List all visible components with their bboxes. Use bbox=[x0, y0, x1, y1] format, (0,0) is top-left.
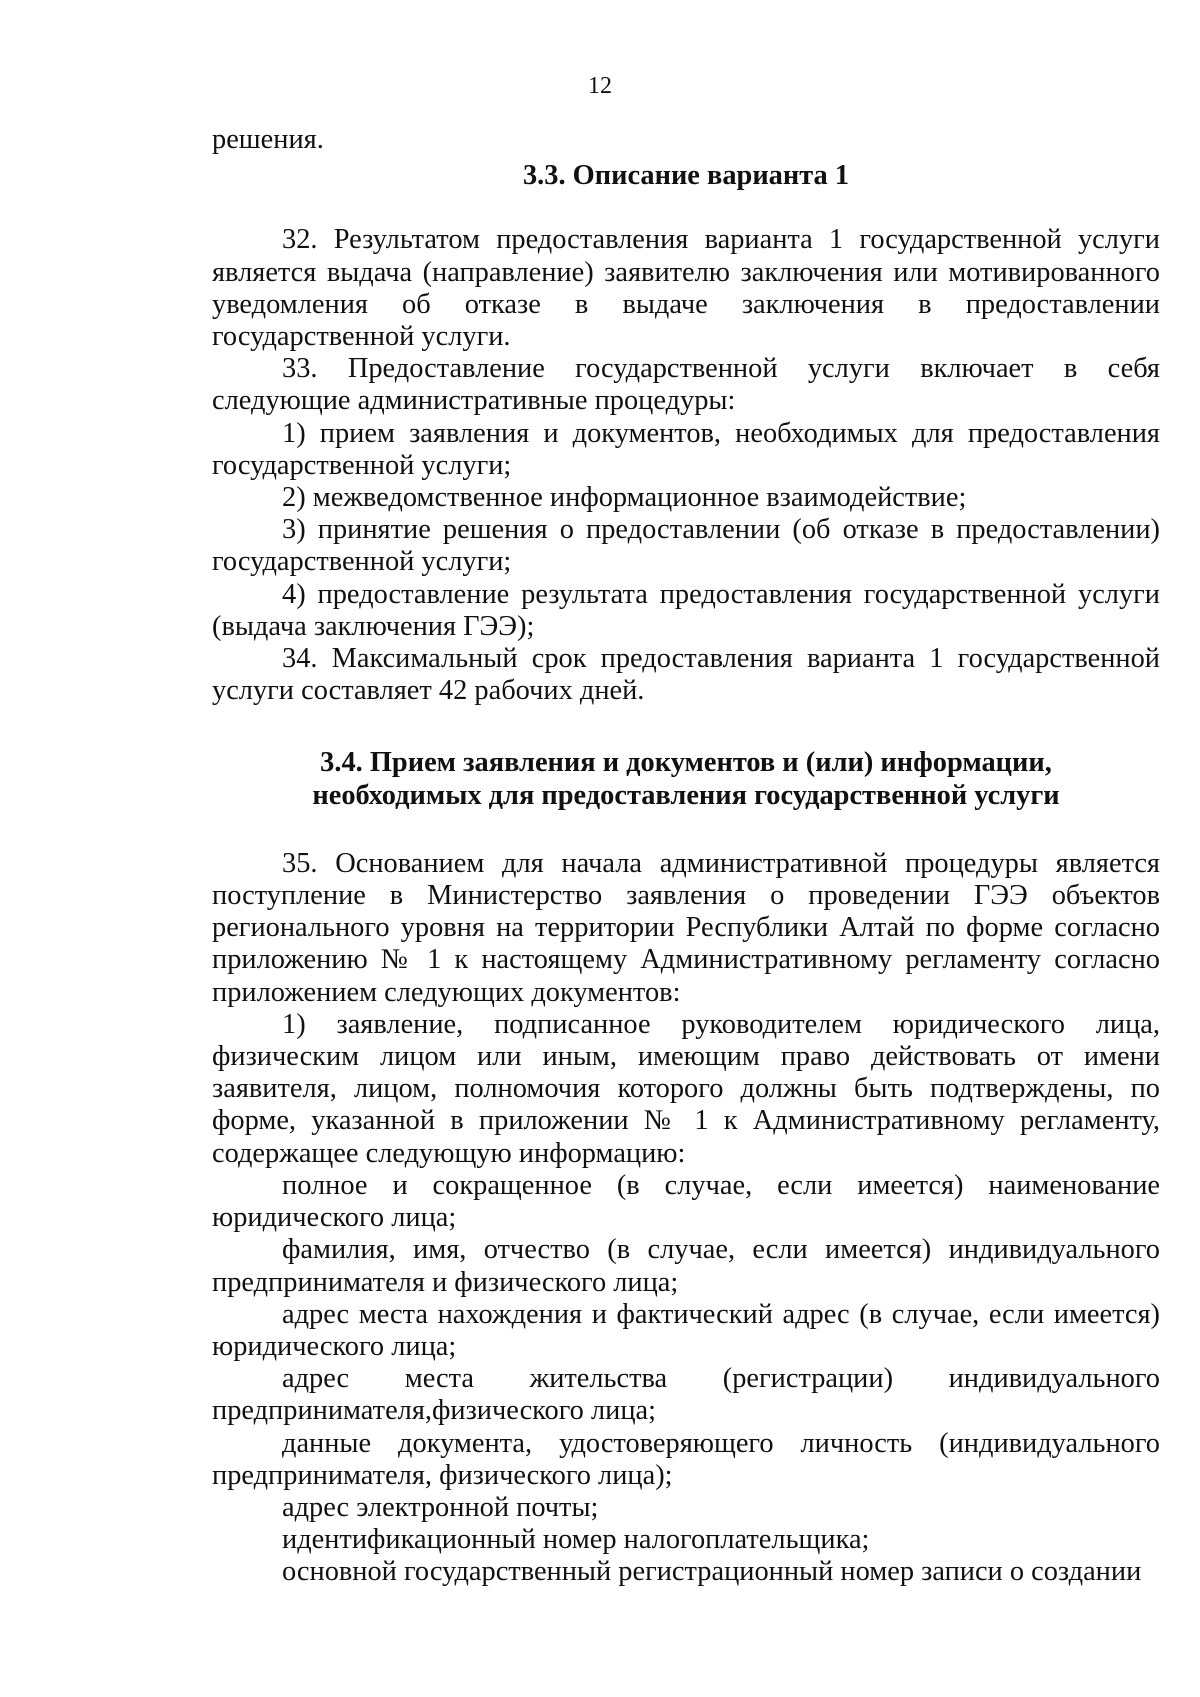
requisite-item: полное и сокращенное (в случае, если имеется) наименование юридического лица; bbox=[212, 1169, 1160, 1234]
list-item-33-3: 3) принятие решения о предоставлении (об отказе в предоставлении) государственной услуги; bbox=[212, 514, 1160, 578]
paragraph-32: 32. Результатом предоставления варианта 1 государственной услуги является выдача (направление) заявителю заключения или мотивированного уведомления об отказе в выдаче заключения в предоставлении государственной услуги. bbox=[212, 224, 1160, 353]
paragraph-33: 33. Предоставление государственной услуги включает в себя следующие административные процедуры: bbox=[212, 353, 1160, 417]
paragraph-35: 35. Основанием для начала административной процедуры является поступление в Министерство заявления о проведении ГЭЭ объектов регионального уровня на территории Республики Алтай по форме согласно приложению № 1 к настоящему Административному регламенту согласно приложением следующих документов: bbox=[212, 847, 1160, 1008]
requisite-item: фамилия, имя, отчество (в случае, если имеется) индивидуального предпринимателя и физического лица; bbox=[212, 1234, 1160, 1298]
paragraph-34: 34. Максимальный срок предоставления варианта 1 государственной услуги составляет 42 рабочих дней. bbox=[212, 643, 1160, 707]
requisite-item: адрес электронной почты; bbox=[282, 1491, 599, 1523]
requisite-item: идентификационный номер налогоплательщика; bbox=[282, 1524, 870, 1556]
list-item-35-1: 1) заявление, подписанное руководителем юридического лица, физическим лицом или иным, имеющим право действовать от имени заявителя, лицом, полномочия которого должны быть подтверждены, по форме, указанной в приложении № 1 к Административному регламенту, содержащее следующую информацию: bbox=[212, 1008, 1160, 1169]
requisite-item: данные документа, удостоверяющего личность (индивидуального предпринимателя, физического лица); bbox=[212, 1427, 1160, 1491]
list-item-33-4: 4) предоставление результата предоставления государственной услуги (выдача заключения ГЭЭ); bbox=[212, 578, 1160, 642]
list-item-33-2: 2) межведомственное информационное взаимодействие; bbox=[282, 482, 967, 514]
requisite-item: адрес места жительства (регистрации) индивидуального предпринимателя,физического лица; bbox=[212, 1363, 1160, 1427]
lead-fragment: решения. bbox=[212, 124, 324, 155]
section-heading-3-4-line-2: необходимых для предоставления государственной услуги bbox=[312, 779, 1060, 811]
page-number: 12 bbox=[588, 73, 612, 99]
requisite-item: основной государственный регистрационный номер записи о создании bbox=[282, 1556, 1142, 1588]
requisite-item: адрес места нахождения и фактический адрес (в случае, если имеется) юридического лица; bbox=[212, 1298, 1160, 1362]
section-heading-3-4-line-1: 3.4. Прием заявления и документов и (или) информации, bbox=[320, 747, 1052, 779]
document-body bbox=[212, 124, 1160, 1589]
list-item-33-1: 1) прием заявления и документов, необходимых для предоставления государственной услуги; bbox=[212, 417, 1160, 481]
section-heading-3-4 bbox=[212, 747, 1160, 811]
section-heading-3-3: 3.3. Описание варианта 1 bbox=[522, 160, 850, 192]
